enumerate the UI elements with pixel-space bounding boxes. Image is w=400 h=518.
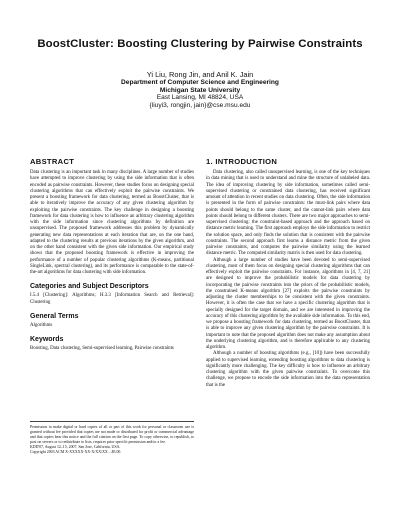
keywords-text: Boosting, Data clustering, Semi-supervised learning, Pairwise constraints <box>30 346 174 351</box>
left-column <box>30 157 194 359</box>
intro-paragraph: Although a large number of studies have been devoted to semi-supervised clustering, most of them focus on designing special clustering algorithms that can effectively exploit the pairwise constraints. For instance, algorithms in [4, 7, 21] are designed to improve the probabilistic models for data clustering by incorporating the pairwise constraints into the priors of the probabilistic models, the constrained K-means algorithm [27] exploits the pairwise constraints by adjusting the cluster memberships to be consistent with the given constraints. However, it is often the case that we have a specific clustering algorithm that is specially designed for the target domain, and we are interested in improving the accuracy of this clustering algorithm by the available side information. To this end, we propose a boosting framework for data clustering, termed as BoostCluster, that is able to improve any given clustering algorithm by the pairwise constraints. It is important to note that the proposed algorithm does not make any assumption about the underlying clustering algorithm, and is therefore applicable to any clustering algorithm. <box>206 257 370 350</box>
author-university: Michigan State University <box>159 86 241 94</box>
permission-footer <box>30 421 194 454</box>
abstract-section <box>30 157 194 276</box>
introduction-section <box>206 157 370 389</box>
keywords-section <box>30 336 194 352</box>
categories-heading: Categories and Subject Descriptors <box>30 283 149 291</box>
categories-section <box>30 283 194 306</box>
abstract-text: Data clustering is an important task in many disciplines. A large number of studies have attempted to improve clustering by using the side information that is often encoded as pairwise constraints. However, these studies focus on designing special clustering algorithms that can effectively exploit the pairwise constraints. We present a boosting framework for data clustering, termed as BoostCluster, that is able to iteratively improve the accuracy of any given clustering algorithm by exploiting the pairwise constraints. The key challenge in designing a boosting framework for data clustering is how to influence an arbitrary clustering algorithm with the side information since clustering algorithms by definition are unsupervised. The proposed framework addresses this problem by dynamically generating new data representations at each iteration that are, on the one hand, adapted to the clustering results at previous iterations by the given algorithm, and on the other hand consistent with the given side information. Our empirical study shows that the proposed boosting framework is effective in improving the performance of a number of popular clustering algorithms (K-means, partitional SingleLink, spectral clustering), and its performance is comparable to the state-of-the-art algorithms for data clustering with side information. <box>30 170 194 275</box>
general-terms-section <box>30 313 194 329</box>
author-names: Yi Liu, Rong Jin, and Anil K. Jain <box>146 70 254 79</box>
general-terms-heading: General Terms <box>30 312 79 320</box>
permission-text: Permission to make digital or hard copies of all or part of this work for personal or classroom use is granted without fee provided that copies are not made or distributed for profit or commercial advantage and that copies bear this notice and the full citation on the first page. To copy otherwise, to republish, to post on servers or to redistribute to lists, requires prior specific permission and/or a fee. <box>30 425 194 444</box>
author-location: East Lansing, MI 48824, USA <box>156 94 244 102</box>
categories-text: I.5.4 [Clustering]: Algorithms; H.3.3 [Information Search and Retrieval]: Clustering <box>30 293 194 305</box>
paper-title: BoostCluster: Boosting Clustering by Pairwise Constraints <box>37 38 363 50</box>
keywords-heading: Keywords <box>30 336 64 343</box>
intro-paragraph: Data clustering, also called unsupervised learning, is one of the key techniques in data mining that is used to understand and mine the structure of unlabeled data. The idea of improving clustering by side information, sometimes called semi-supervised clustering or constrained data clustering, has received significant amount of attention in recent studies on data clustering. Often, the side information is presented in the form of pairwise constraints: the must-link pairs where data points should belong to the same cluster, and the cannot-link pairs where data points should belong to different clusters. There are two major approaches to semi-supervised clustering: the constraint-based approach and the approach based on distance metric learning. The first approach employs the side information to restrict the solution space, and only finds the solution that is consistent with the pairwise constraints. The second approach first learns a distance metric from the given pairwise constraints, and computes the pairwise similarity using the learned distance metric. The computed similarity matrix is then used for data clustering. <box>206 170 370 257</box>
copyright-text: Copyright 2003 ACM X-XXXXX-XX-X/XX/XX ...$5.00. <box>30 449 122 454</box>
venue-text: KDD'07, August 12–15, 2007, San Jose, California, USA. <box>30 444 121 449</box>
intro-paragraph: Although a number of boosting algorithms (e.g., [10]) have been successfully applied to supervised learning, extending boosting algorithms to data clustering is significantly more challenging. The key difficulty is how to influence an arbitrary clustering algorithm with the given pairwise constraints. To overcome this challenge, we propose to encode the side information into the data representation that is the <box>206 351 370 388</box>
introduction-heading: 1. INTRODUCTION <box>206 157 278 166</box>
right-column <box>206 157 370 389</box>
author-emails: {liuyi3, rongjin, jain}@cse.msu.edu <box>149 101 251 109</box>
general-terms-text: Algorithms <box>30 322 53 328</box>
abstract-heading: ABSTRACT <box>30 157 75 166</box>
author-department: Department of Computer Science and Engineering <box>121 79 279 86</box>
author-block <box>0 70 400 109</box>
